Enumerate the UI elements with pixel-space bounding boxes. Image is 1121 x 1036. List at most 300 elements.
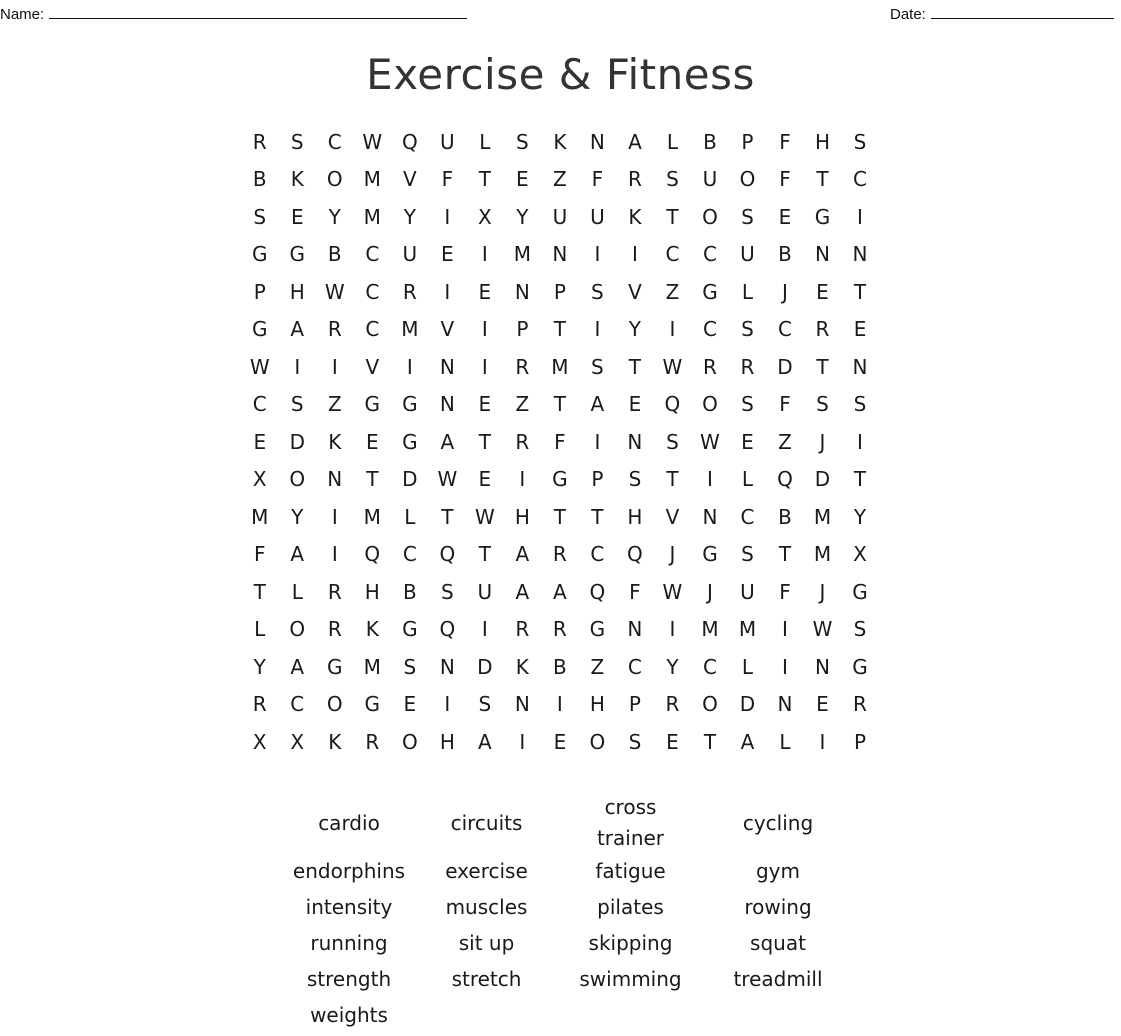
grid-letter[interactable]: T — [478, 167, 491, 192]
grid-letter[interactable]: E — [628, 392, 642, 417]
grid-letter[interactable]: R — [252, 692, 267, 717]
grid-letter[interactable]: M — [701, 617, 719, 642]
grid-letter[interactable]: M — [363, 654, 381, 679]
grid-letter[interactable]: I — [331, 354, 338, 379]
grid-letter[interactable]: I — [481, 242, 488, 267]
letter-grid — [241, 123, 879, 761]
grid-letter[interactable]: G — [852, 579, 868, 604]
grid-letter[interactable]: C — [402, 542, 417, 567]
grid-letter[interactable]: O — [702, 204, 718, 229]
grid-letter[interactable]: O — [739, 167, 756, 192]
grid-letter[interactable]: T — [816, 167, 829, 192]
grid-letter[interactable]: W — [362, 129, 383, 154]
grid-letter[interactable]: R — [815, 317, 830, 342]
grid-letter[interactable]: J — [706, 579, 713, 604]
grid-letter[interactable]: D — [477, 654, 493, 679]
grid-letter[interactable]: G — [702, 279, 718, 304]
grid-letter[interactable]: G — [289, 242, 306, 267]
grid-letter[interactable]: M — [551, 354, 569, 379]
grid-letter[interactable]: K — [553, 129, 567, 154]
grid-letter[interactable]: M — [363, 167, 381, 192]
grid-letter[interactable]: I — [519, 467, 526, 492]
grid-letter[interactable]: X — [290, 729, 305, 754]
date-field[interactable] — [890, 4, 1114, 23]
grid-letter[interactable]: T — [553, 504, 566, 529]
grid-letter[interactable]: G — [702, 542, 718, 567]
grid-letter[interactable]: Q — [439, 617, 456, 642]
grid-letter[interactable]: G — [327, 654, 343, 679]
grid-letter[interactable]: E — [403, 692, 417, 717]
grid-letter[interactable]: D — [739, 692, 756, 717]
grid-letter[interactable]: U — [740, 579, 755, 604]
grid-letter[interactable]: U — [590, 204, 605, 229]
name-field[interactable] — [0, 4, 467, 23]
grid-letter[interactable]: E — [816, 279, 829, 304]
grid-letter[interactable]: J — [782, 279, 788, 304]
grid-letter[interactable]: C — [702, 242, 717, 267]
grid-letter[interactable]: P — [628, 692, 641, 717]
grid-letter[interactable]: F — [779, 167, 791, 192]
grid-letter[interactable]: E — [553, 729, 567, 754]
grid-letter[interactable]: U — [440, 129, 455, 154]
grid-letter[interactable]: I — [819, 729, 826, 754]
grid-letter[interactable]: Z — [327, 392, 342, 417]
grid-letter[interactable]: H — [589, 692, 605, 717]
grid-letter[interactable]: R — [627, 167, 642, 192]
grid-letter[interactable]: Y — [516, 204, 529, 229]
grid-letter[interactable]: V — [665, 504, 680, 529]
grid-letter[interactable]: I — [631, 242, 638, 267]
grid-letter[interactable]: I — [444, 204, 451, 229]
grid-letter[interactable]: N — [439, 654, 455, 679]
grid-letter[interactable]: Z — [553, 167, 567, 192]
grid-letter[interactable]: A — [290, 317, 305, 342]
grid-letter[interactable]: R — [327, 317, 342, 342]
grid-letter[interactable]: O — [589, 729, 606, 754]
grid-letter[interactable]: K — [515, 654, 529, 679]
grid-letter[interactable]: N — [514, 692, 530, 717]
grid-letter[interactable]: C — [665, 242, 680, 267]
grid-letter[interactable]: K — [328, 729, 342, 754]
grid-letter[interactable]: N — [815, 242, 830, 267]
grid-letter[interactable]: M — [813, 504, 832, 529]
grid-letter[interactable]: E — [253, 429, 267, 454]
grid-letter[interactable]: S — [253, 204, 267, 229]
grid-letter[interactable]: C — [740, 504, 755, 529]
grid-letter[interactable]: I — [519, 729, 526, 754]
grid-letter[interactable]: L — [254, 617, 266, 642]
grid-letter[interactable]: M — [513, 242, 531, 267]
grid-letter[interactable]: Y — [253, 654, 266, 679]
grid-letter[interactable]: P — [516, 317, 529, 342]
grid-letter[interactable]: L — [741, 654, 754, 679]
grid-letter[interactable]: W — [662, 579, 683, 604]
grid-letter[interactable]: D — [814, 467, 831, 492]
grid-letter[interactable]: R — [552, 542, 567, 567]
name-label: Name: — [0, 6, 45, 23]
grid-letter[interactable]: O — [702, 392, 718, 417]
grid-letter[interactable]: C — [627, 654, 642, 679]
grid-letter[interactable]: Y — [291, 504, 304, 529]
grid-letter[interactable]: X — [252, 467, 267, 492]
grid-letter[interactable]: A — [553, 579, 567, 604]
grid-letter[interactable]: C — [702, 654, 717, 679]
grid-letter[interactable]: G — [852, 654, 868, 679]
grid-letter[interactable]: I — [444, 692, 451, 717]
grid-letter[interactable]: S — [741, 317, 754, 342]
grid-letter[interactable]: N — [627, 617, 643, 642]
grid-letter[interactable]: S — [741, 204, 754, 229]
name-line[interactable] — [49, 4, 467, 19]
grid-letter[interactable]: E — [778, 204, 792, 229]
grid-letter[interactable]: L — [479, 129, 491, 154]
grid-letter[interactable]: F — [591, 167, 604, 192]
grid-letter[interactable]: N — [439, 392, 455, 417]
grid-letter[interactable]: R — [365, 729, 380, 754]
grid-letter[interactable]: R — [853, 692, 867, 717]
grid-letter[interactable]: V — [628, 279, 642, 304]
grid-letter[interactable]: Z — [590, 654, 605, 679]
grid-letter[interactable]: Y — [628, 317, 642, 342]
grid-letter[interactable]: G — [364, 392, 381, 417]
grid-letter[interactable]: L — [779, 729, 791, 754]
grid-letter[interactable]: F — [441, 167, 454, 192]
grid-letter[interactable]: B — [778, 242, 792, 267]
grid-row — [241, 198, 879, 236]
grid-letter[interactable]: S — [591, 354, 604, 379]
grid-letter[interactable]: S — [628, 467, 642, 492]
grid-letter[interactable]: T — [253, 579, 266, 604]
grid-letter[interactable]: S — [853, 617, 867, 642]
grid-letter[interactable]: R — [515, 354, 530, 379]
grid-letter[interactable]: N — [777, 692, 793, 717]
grid-letter[interactable]: S — [853, 392, 867, 417]
grid-letter[interactable]: U — [552, 204, 568, 229]
grid-letter[interactable]: A — [478, 729, 492, 754]
grid-letter[interactable]: E — [365, 429, 379, 454]
grid-letter[interactable]: P — [741, 129, 754, 154]
grid-letter[interactable]: N — [514, 279, 530, 304]
grid-letter[interactable]: T — [553, 317, 566, 342]
grid-letter[interactable]: W — [437, 467, 458, 492]
grid-letter[interactable]: Q — [364, 542, 381, 567]
grid-letter[interactable]: R — [515, 429, 530, 454]
grid-letter[interactable]: A — [740, 729, 755, 754]
grid-letter[interactable]: Q — [664, 392, 681, 417]
grid-letter[interactable]: N — [627, 429, 643, 454]
grid-letter[interactable]: A — [515, 579, 530, 604]
grid-letter[interactable]: F — [779, 579, 791, 604]
grid-letter[interactable]: I — [481, 617, 488, 642]
grid-letter[interactable]: E — [478, 467, 492, 492]
grid-letter[interactable]: R — [252, 129, 267, 154]
grid-letter[interactable]: K — [328, 429, 342, 454]
grid-letter[interactable]: N — [552, 242, 568, 267]
grid-letter[interactable]: X — [478, 204, 492, 229]
grid-letter[interactable]: O — [289, 617, 306, 642]
grid-letter[interactable]: R — [740, 354, 755, 379]
grid-letter[interactable]: S — [666, 429, 679, 454]
grid-letter[interactable]: U — [477, 579, 493, 604]
grid-letter[interactable]: O — [401, 729, 418, 754]
grid-letter[interactable]: U — [702, 167, 718, 192]
grid-letter[interactable]: I — [594, 317, 601, 342]
grid-letter[interactable]: P — [553, 279, 566, 304]
grid-letter[interactable]: T — [366, 467, 379, 492]
grid-letter[interactable]: I — [594, 242, 601, 267]
grid-letter[interactable]: W — [662, 354, 683, 379]
grid-letter[interactable]: G — [402, 429, 418, 454]
grid-letter[interactable]: N — [589, 129, 605, 154]
grid-letter[interactable]: Q — [627, 542, 643, 567]
grid-letter[interactable]: M — [363, 204, 381, 229]
grid-letter[interactable]: I — [857, 429, 863, 454]
grid-letter[interactable]: I — [669, 617, 676, 642]
grid-letter[interactable]: S — [853, 129, 867, 154]
grid-letter[interactable]: M — [401, 317, 419, 342]
grid-letter[interactable]: W — [324, 279, 345, 304]
grid-letter[interactable]: T — [853, 279, 867, 304]
grid-letter[interactable]: G — [364, 692, 381, 717]
grid-letter[interactable]: R — [327, 617, 342, 642]
grid-letter[interactable]: K — [290, 167, 304, 192]
grid-letter[interactable]: C — [365, 317, 380, 342]
grid-letter[interactable]: I — [331, 542, 338, 567]
grid-letter[interactable]: L — [666, 129, 678, 154]
grid-letter[interactable]: G — [552, 467, 568, 492]
grid-letter[interactable]: T — [666, 204, 679, 229]
grid-letter[interactable]: S — [816, 392, 829, 417]
grid-letter[interactable]: N — [852, 354, 868, 379]
grid-letter[interactable]: N — [439, 354, 455, 379]
grid-letter[interactable]: S — [628, 729, 642, 754]
grid-letter[interactable]: E — [478, 279, 492, 304]
grid-row — [241, 461, 879, 499]
grid-letter[interactable]: L — [291, 579, 303, 604]
grid-letter[interactable]: B — [778, 504, 792, 529]
grid-letter[interactable]: H — [514, 504, 530, 529]
grid-letter[interactable]: B — [703, 129, 717, 154]
grid-letter[interactable]: O — [326, 692, 343, 717]
grid-letter[interactable]: S — [440, 579, 454, 604]
grid-letter[interactable]: O — [289, 467, 306, 492]
grid-letter[interactable]: S — [666, 167, 679, 192]
grid-letter[interactable]: S — [478, 692, 492, 717]
grid-letter[interactable]: G — [402, 392, 418, 417]
grid-letter[interactable]: G — [252, 317, 268, 342]
grid-letter[interactable]: E — [853, 317, 867, 342]
grid-row — [241, 348, 879, 386]
grid-letter[interactable]: K — [365, 617, 379, 642]
grid-letter[interactable]: F — [779, 129, 791, 154]
grid-letter[interactable]: U — [402, 242, 418, 267]
grid-letter[interactable]: I — [669, 317, 676, 342]
grid-letter[interactable]: G — [589, 617, 606, 642]
grid-letter[interactable]: Q — [401, 129, 418, 154]
grid-letter[interactable]: T — [553, 392, 566, 417]
grid-letter[interactable]: I — [444, 279, 451, 304]
grid-letter[interactable]: S — [290, 129, 304, 154]
grid-letter[interactable]: N — [702, 504, 718, 529]
grid-letter[interactable]: T — [853, 467, 867, 492]
grid-letter[interactable]: C — [590, 542, 605, 567]
grid-letter[interactable]: S — [516, 129, 529, 154]
grid-letter[interactable]: F — [254, 542, 266, 567]
grid-letter[interactable]: C — [777, 317, 792, 342]
grid-letter[interactable]: E — [741, 429, 754, 454]
grid-letter[interactable]: N — [815, 654, 830, 679]
grid-letter[interactable]: M — [738, 617, 757, 642]
grid-letter[interactable]: C — [853, 167, 867, 192]
grid-letter[interactable]: S — [741, 542, 754, 567]
grid-letter[interactable]: R — [327, 579, 342, 604]
grid-letter[interactable]: R — [702, 354, 717, 379]
grid-letter[interactable]: G — [402, 617, 418, 642]
grid-letter[interactable]: N — [852, 242, 868, 267]
grid-letter[interactable]: O — [702, 692, 718, 717]
grid-letter[interactable]: L — [741, 279, 754, 304]
grid-letter[interactable]: T — [703, 729, 717, 754]
grid-letter[interactable]: Z — [665, 279, 680, 304]
grid-letter[interactable]: P — [853, 729, 867, 754]
grid-letter[interactable]: I — [594, 429, 601, 454]
grid-letter[interactable]: R — [665, 692, 680, 717]
grid-letter[interactable]: A — [515, 542, 530, 567]
grid-letter[interactable]: Y — [666, 654, 679, 679]
grid-letter[interactable]: B — [252, 167, 267, 192]
grid-letter[interactable]: F — [554, 429, 566, 454]
grid-letter[interactable]: Q — [439, 542, 456, 567]
grid-letter[interactable]: W — [812, 617, 833, 642]
grid-letter[interactable]: C — [252, 392, 267, 417]
grid-letter[interactable]: A — [290, 654, 305, 679]
grid-letter[interactable]: S — [403, 654, 417, 679]
grid-letter[interactable]: C — [327, 129, 342, 154]
grid-letter[interactable]: T — [816, 354, 829, 379]
grid-letter[interactable]: I — [481, 317, 488, 342]
grid-letter[interactable]: A — [590, 392, 605, 417]
grid-letter[interactable]: C — [365, 279, 380, 304]
grid-letter[interactable]: R — [515, 617, 530, 642]
grid-letter[interactable]: H — [289, 279, 305, 304]
grid-letter[interactable]: Y — [853, 504, 867, 529]
grid-letter[interactable]: A — [628, 129, 642, 154]
grid-letter[interactable]: T — [628, 354, 642, 379]
grid-letter[interactable]: C — [365, 242, 380, 267]
grid-letter[interactable]: Q — [589, 579, 606, 604]
grid-letter[interactable]: I — [857, 204, 863, 229]
grid-letter[interactable]: J — [819, 429, 826, 454]
grid-letter[interactable]: X — [252, 729, 267, 754]
grid-letter[interactable]: H — [439, 729, 455, 754]
grid-letter[interactable]: F — [629, 579, 641, 604]
grid-letter[interactable]: B — [327, 242, 342, 267]
grid-letter[interactable]: I — [406, 354, 413, 379]
grid-letter[interactable]: T — [778, 542, 792, 567]
grid-letter[interactable]: P — [253, 279, 266, 304]
grid-letter[interactable]: Y — [328, 204, 341, 229]
grid-letter[interactable]: P — [591, 467, 604, 492]
grid-letter[interactable]: W — [249, 354, 270, 379]
grid-letter[interactable]: H — [814, 129, 831, 154]
grid-letter[interactable]: D — [289, 429, 305, 454]
grid-letter[interactable]: Z — [515, 392, 530, 417]
grid-letter[interactable]: D — [777, 354, 793, 379]
grid-letter[interactable]: Y — [403, 204, 416, 229]
grid-letter[interactable]: S — [591, 279, 604, 304]
grid-letter[interactable]: T — [441, 504, 454, 529]
grid-letter[interactable]: U — [740, 242, 755, 267]
grid-letter[interactable]: I — [481, 354, 488, 379]
grid-letter[interactable]: I — [556, 692, 563, 717]
grid-letter[interactable]: T — [591, 504, 604, 529]
grid-letter[interactable]: L — [404, 504, 416, 529]
grid-letter[interactable]: R — [402, 279, 417, 304]
grid-letter[interactable]: T — [478, 429, 491, 454]
grid-letter[interactable]: I — [331, 504, 338, 529]
grid-letter[interactable]: B — [553, 654, 567, 679]
grid-letter[interactable]: D — [402, 467, 418, 492]
grid-letter[interactable]: M — [251, 504, 269, 529]
grid-letter[interactable]: Z — [778, 429, 792, 454]
word-text: cross trainer — [596, 795, 665, 850]
grid-letter[interactable]: V — [402, 167, 417, 192]
grid-letter[interactable]: I — [706, 467, 713, 492]
grid-letter[interactable]: Q — [777, 467, 793, 492]
grid-letter[interactable]: H — [627, 504, 643, 529]
grid-letter[interactable]: K — [628, 204, 642, 229]
grid-letter[interactable]: G — [252, 242, 268, 267]
grid-letter[interactable]: A — [290, 542, 305, 567]
grid-letter[interactable]: S — [741, 392, 754, 417]
grid-letter[interactable]: F — [779, 392, 791, 417]
grid-letter[interactable]: T — [478, 542, 491, 567]
grid-letter[interactable]: V — [440, 317, 455, 342]
grid-letter[interactable]: E — [478, 392, 492, 417]
grid-letter[interactable]: T — [666, 467, 679, 492]
grid-letter[interactable]: R — [552, 617, 567, 642]
grid-letter[interactable]: A — [440, 429, 455, 454]
grid-letter[interactable]: E — [516, 167, 529, 192]
grid-letter[interactable]: M — [363, 504, 381, 529]
grid-letter[interactable]: I — [782, 617, 788, 642]
grid-letter[interactable]: C — [702, 317, 717, 342]
grid-letter[interactable]: C — [290, 692, 305, 717]
grid-letter[interactable]: S — [290, 392, 304, 417]
grid-letter[interactable]: E — [666, 729, 679, 754]
grid-letter[interactable]: I — [294, 354, 301, 379]
grid-letter[interactable]: H — [364, 579, 380, 604]
grid-letter[interactable]: E — [290, 204, 304, 229]
grid-letter[interactable]: J — [669, 542, 676, 567]
grid-letter[interactable]: B — [402, 579, 417, 604]
grid-letter[interactable]: N — [327, 467, 343, 492]
grid-letter[interactable]: E — [441, 242, 454, 267]
grid-letter[interactable]: L — [741, 467, 754, 492]
grid-letter[interactable]: X — [853, 542, 867, 567]
grid-letter[interactable]: W — [474, 504, 495, 529]
word-item: fatigue — [595, 859, 666, 883]
grid-letter[interactable]: J — [819, 579, 826, 604]
grid-letter[interactable]: W — [700, 429, 720, 454]
grid-letter[interactable]: O — [326, 167, 343, 192]
grid-letter[interactable]: V — [365, 354, 380, 379]
date-line[interactable] — [931, 4, 1114, 19]
grid-letter[interactable]: E — [816, 692, 829, 717]
grid-letter[interactable]: G — [814, 204, 831, 229]
grid-letter[interactable]: M — [813, 542, 832, 567]
grid-letter[interactable]: I — [782, 654, 788, 679]
